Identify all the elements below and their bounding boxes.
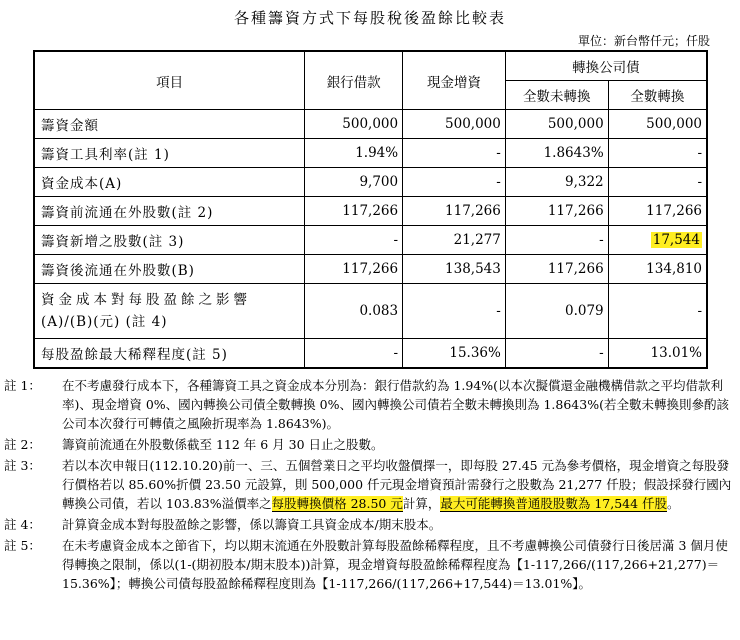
- footnotes: [4, 376, 734, 595]
- cell: 15.36%: [403, 339, 506, 369]
- highlight: 每股轉換價格 28.50 元: [271, 496, 403, 511]
- cell: -: [305, 226, 403, 255]
- row-label-line2: (A)/(B)(元) (註 4): [41, 314, 168, 330]
- cell: -: [505, 339, 608, 369]
- cell: 500,000: [403, 110, 506, 139]
- cell: -: [608, 284, 707, 339]
- footnote: [4, 435, 734, 454]
- table-row: [34, 226, 707, 255]
- table-row: [34, 255, 707, 284]
- footnote-tag: 註 4：: [4, 517, 41, 532]
- header-cb-none: 全數未轉換: [505, 81, 608, 110]
- table-row: [34, 110, 707, 139]
- cell: 500,000: [608, 110, 707, 139]
- footnote-tag: 註 5：: [4, 538, 41, 553]
- cell: 21,277: [403, 226, 506, 255]
- footnote-tag: 註 3：: [4, 458, 41, 473]
- cell: 117,266: [403, 197, 506, 226]
- header-cb: 轉換公司債: [505, 51, 707, 81]
- footnote-text-part: 。: [667, 496, 680, 511]
- highlight: 最大可能轉換普通股股數為 17,544 仟股: [440, 496, 668, 511]
- cell: -: [305, 339, 403, 369]
- cell: 500,000: [505, 110, 608, 139]
- cell: 9,322: [505, 168, 608, 197]
- row-label: 籌資新增之股數(註 3): [34, 226, 305, 255]
- cell: 13.01%: [608, 339, 707, 369]
- table-row: [34, 139, 707, 168]
- footnote-text: [62, 456, 734, 513]
- page-title: 各種籌資方式下每股稅後盈餘比較表: [233, 9, 506, 27]
- cell: 117,266: [505, 197, 608, 226]
- row-label: 籌資後流通在外股數(B): [34, 255, 305, 284]
- cell: 134,810: [608, 255, 707, 284]
- cell: -: [403, 284, 506, 339]
- footnote-text-part: 計算，: [402, 496, 441, 511]
- cell: 500,000: [305, 110, 403, 139]
- footnote-text-part: 若以本次申報日(112.10.20)前一、三、五個營業日之平均收盤價擇一，即每股 27.45 元為參考價格，現金增資之每股發行價格若以 85.60%折價 23.50 元設算，則 500,000 仟元現金增資預計需發行之股數為 21,277 仟股；假設採發行國內轉換公司債，若以 103.83%溢價率之: [62, 458, 732, 511]
- row-label: 籌資金額: [34, 110, 305, 139]
- footnote-text: 籌資前流通在外股數係截至 112 年 6 月 30 日止之股數。: [62, 437, 384, 452]
- cell: -: [608, 168, 707, 197]
- cell: 1.94%: [305, 139, 403, 168]
- row-label: [34, 284, 305, 339]
- table-row: [34, 339, 707, 369]
- footnote: [4, 515, 734, 534]
- header-row-1: [34, 51, 707, 81]
- header-cb-all: 全數轉換: [608, 81, 707, 110]
- cell: 117,266: [305, 255, 403, 284]
- header-bank-loan: 銀行借款: [305, 51, 403, 110]
- footnote-text: 計算資金成本對每股盈餘之影響，係以籌資工具資金成本/期末股本。: [62, 517, 442, 532]
- cell: 117,266: [608, 197, 707, 226]
- unit-label: 單位：新台幣仟元；仟股: [577, 34, 710, 48]
- cell: -: [608, 139, 707, 168]
- footnote-tag: 註 1：: [4, 378, 41, 393]
- footnote-text: 在不考慮發行成本下，各種籌資工具之資金成本分別為：銀行借款約為 1.94%(以本次擬償還金融機構借款之平均借款利率)、現金增資 0%、國內轉換公司債全數轉換 0%、國內轉換公司債若全數未轉換則為 1.8643%(若全數未轉換則參酌該公司本次發行可轉債之風險折現率為 1.8643%)。: [62, 378, 729, 431]
- table-row: [34, 197, 707, 226]
- header-item: 項目: [34, 51, 305, 110]
- cell: 1.8643%: [505, 139, 608, 168]
- cell: -: [403, 168, 506, 197]
- footnote: [4, 376, 734, 433]
- header-cash-capital: 現金增資: [403, 51, 506, 110]
- cell: 138,543: [403, 255, 506, 284]
- cell: 9,700: [305, 168, 403, 197]
- footnote-tag: 註 2：: [4, 437, 41, 452]
- table-row: [34, 168, 707, 197]
- row-label-line1: 資金成本對每股盈餘之影響: [41, 292, 251, 308]
- row-label: 籌資工具利率(註 1): [34, 139, 305, 168]
- highlight: 17,544: [652, 232, 700, 248]
- cell-highlighted: [608, 226, 707, 255]
- cell: -: [505, 226, 608, 255]
- footnote: [4, 536, 734, 593]
- cell: 0.083: [305, 284, 403, 339]
- cell: -: [403, 139, 506, 168]
- footnote: [4, 456, 734, 513]
- row-label: 籌資前流通在外股數(註 2): [34, 197, 305, 226]
- cell: 117,266: [505, 255, 608, 284]
- cell: 117,266: [305, 197, 403, 226]
- comparison-table: [33, 50, 708, 369]
- row-label: 每股盈餘最大稀釋程度(註 5): [34, 339, 305, 369]
- row-label: 資金成本(A): [34, 168, 305, 197]
- footnote-text: 在未考慮資金成本之節省下，均以期末流通在外股數計算每股盈餘稀釋程度，且不考慮轉換公司債發行日後居滿 3 個月使得轉換之限制，係以(1-(期初股本/期末股本))計算，現金增資每股盈餘稀釋程度為【1-117,266/(117,266+21,277)＝15.36%】；轉換公司債每股盈餘稀釋程度則為【1-117,266/(117,266+17,544)＝13.01%】。: [62, 538, 728, 591]
- table-row: [34, 284, 707, 339]
- cell: 0.079: [505, 284, 608, 339]
